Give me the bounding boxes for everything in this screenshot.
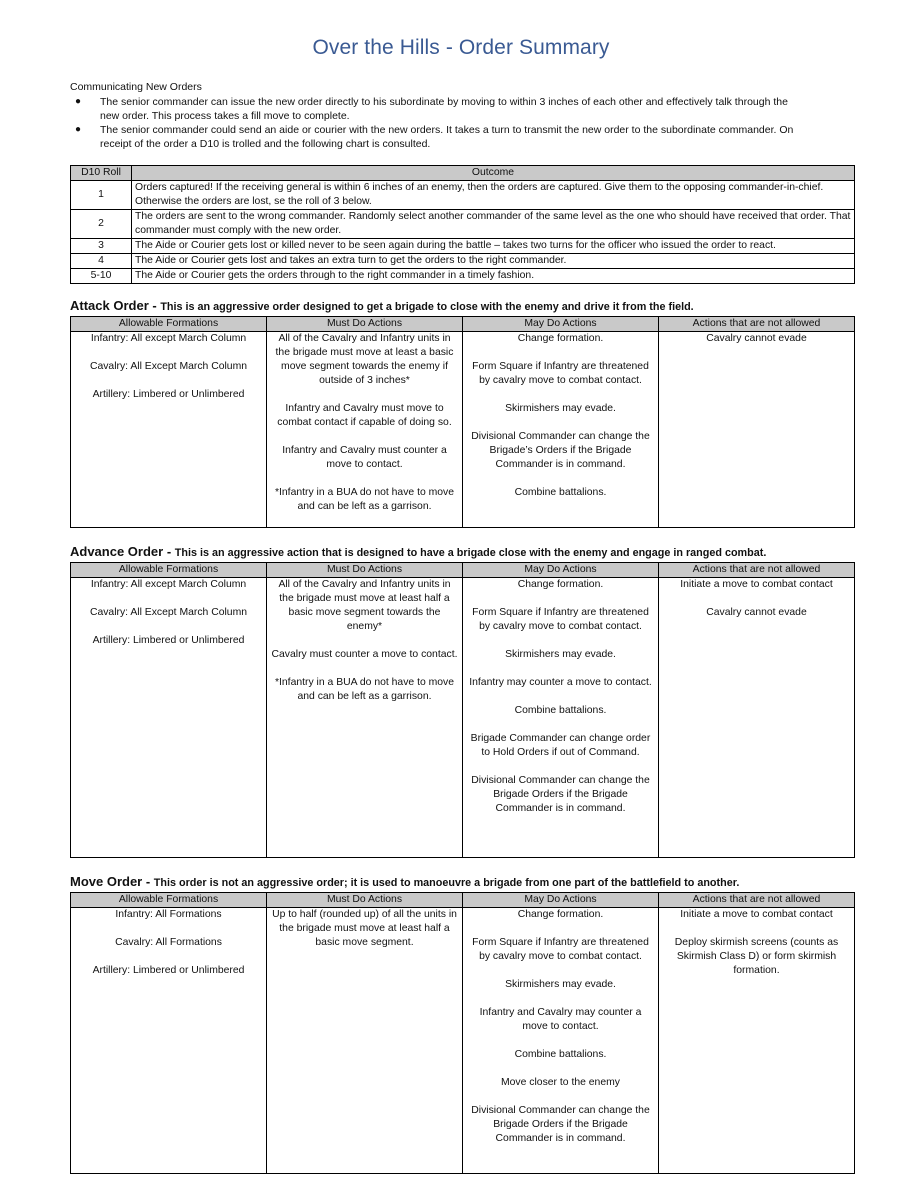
outcome-cell: The orders are sent to the wrong commander. Randomly select another commander of the same level as the one who should have received that order. That commander must comply with the new order. [132,210,855,239]
column-header: Allowable Formations [71,317,267,332]
roll-cell: 4 [71,254,132,269]
cell-item: Change formation. [517,579,604,590]
cell-item: Form Square if Infantry are threatened by cavalry move to combat contact. [472,607,649,632]
cell-item: *Infantry in a BUA do not have to move and can be left as a garrison. [274,487,455,512]
cell-item: Divisional Commander can change the Brigade Orders if the Brigade Commander is in command. [471,1105,650,1144]
cell-item: Cavalry cannot evade [706,607,807,618]
cell-item: Cavalry cannot evade [706,333,807,344]
communicating-orders-section [70,80,860,151]
cell-item: Skirmishers may evade. [505,403,616,414]
bullet-item: ● The senior commander can issue the new order directly to his subordinate by moving to within 3 inches of each other and effectively talk through the new order. This process takes a fill move to complete. [75,96,788,122]
column-header: Actions that are not allowed [659,893,855,908]
cell-item: Cavalry: All Except March Column [89,361,248,372]
column-header: May Do Actions [463,317,659,332]
attack-order-heading: Attack Order - This is an aggressive order designed to get a brigade to close with the enemy and drive it from the field. [70,298,694,313]
roll-cell: 3 [71,239,132,254]
page-title: Over the Hills - Order Summary [312,36,610,59]
section-heading: Communicating New Orders [70,81,202,93]
cell-item: Cavalry: All Except March Column [89,607,248,618]
bullet-item: ● The senior commander could send an aide or courier with the new orders. It takes a turn to transmit the new order to the subordinate commander. On receipt of the order a D10 is trolled and the following chart is consulted. [75,124,794,150]
outcome-cell: The Aide or Courier gets lost and takes an extra turn to get the orders to the right commander. [132,254,855,269]
cell-item: Infantry: All except March Column [90,333,247,344]
table-header-row [71,317,855,332]
formations-cell [71,332,267,528]
column-header: May Do Actions [463,563,659,578]
cell-item: Divisional Commander can change the Brigade’s Orders if the Brigade Commander is in command. [471,431,650,470]
cell-item: Initiate a move to combat contact [680,579,833,590]
cell-item: All of the Cavalry and Infantry units in the brigade must move at least half a basic move segment towards the enemy* [278,579,451,632]
roll-cell: 2 [71,210,132,239]
outcome-cell: The Aide or Courier gets the orders through to the right commander in a timely fashion. [132,269,855,284]
not-allowed-cell [659,908,855,1174]
cell-item: Infantry and Cavalry must counter a move to contact. [282,445,447,470]
cell-item: Cavalry: All Formations [115,937,222,948]
table-header-row [71,166,855,181]
table-header-row [71,893,855,908]
must-do-cell [267,908,463,1174]
may-do-cell [463,578,659,858]
cell-item: Combine battalions. [514,1049,607,1060]
outcome-cell: Orders captured! If the receiving general is within 6 inches of an enemy, then the orders are captured. Give them to the opposing commander-in-chief. Otherwise the orders are lost, se the roll of 3 below. [132,181,855,210]
bullet-icon: ● [75,124,82,135]
must-do-cell [267,578,463,858]
cell-item: Infantry: All except March Column [90,579,247,590]
bullet-list [70,95,860,151]
may-do-cell [463,908,659,1174]
cell-item: Form Square if Infantry are threatened by cavalry move to combat contact. [472,361,649,386]
table-row [71,332,855,528]
outcome-cell: The Aide or Courier gets lost or killed never to be seen again during the battle – takes two turns for the officer who issued the order to react. [132,239,855,254]
cell-item: Change formation. [517,333,604,344]
column-header: Must Do Actions [267,563,463,578]
table-row [71,210,855,239]
advance-order-table [70,562,855,858]
cell-item: Combine battalions. [514,705,607,716]
column-header: May Do Actions [463,893,659,908]
move-order-heading: Move Order - This order is not an aggressive order; it is used to manoeuvre a brigade from one part of the battlefield to another. [70,874,740,889]
cell-item: Divisional Commander can change the Brigade Orders if the Brigade Commander is in command. [471,775,650,814]
roll-cell: 1 [71,181,132,210]
cell-item: Artillery: Limbered or Unlimbered [92,635,245,646]
d10-roll-table [70,165,855,284]
cell-item: Brigade Commander can change order to Hold Orders if out of Command. [470,733,651,758]
formations-cell [71,908,267,1174]
must-do-cell [267,332,463,528]
table-row [71,578,855,858]
cell-item: Infantry may counter a move to contact. [469,677,652,688]
not-allowed-cell [659,578,855,858]
advance-order-heading: Advance Order - This is an aggressive action that is designed to have a brigade close with the enemy and engage in ranged combat. [70,544,767,559]
cell-item: Move closer to the enemy [501,1077,620,1088]
cell-item: All of the Cavalry and Infantry units in the brigade must move at least a basic move segment towards the enemy if outside of 3 inches* [275,333,454,386]
cell-item: Up to half (rounded up) of all the units in the brigade must move at least half a basic move segment. [272,909,457,948]
column-header: Allowable Formations [71,563,267,578]
table-header-row [71,563,855,578]
table-row [71,181,855,210]
cell-item: Form Square if Infantry are threatened by cavalry move to combat contact. [472,937,649,962]
column-header: Outcome [132,166,855,181]
cell-item: Infantry and Cavalry may counter a move to contact. [479,1007,642,1032]
cell-item: Infantry and Cavalry must move to combat contact if capable of doing so. [277,403,452,428]
cell-item: Deploy skirmish screens (counts as Skirmish Class D) or form skirmish formation. [674,937,839,976]
cell-item: Skirmishers may evade. [505,979,616,990]
cell-item: Combine battalions. [514,487,607,498]
cell-item: Initiate a move to combat contact [680,909,833,920]
formations-cell [71,578,267,858]
cell-item: *Infantry in a BUA do not have to move and can be left as a garrison. [274,677,455,702]
column-header: Actions that are not allowed [659,317,855,332]
cell-item: Cavalry must counter a move to contact. [271,649,458,660]
column-header: D10 Roll [71,166,132,181]
cell-item: Artillery: Limbered or Unlimbered [92,965,245,976]
cell-item: Infantry: All Formations [115,909,222,920]
attack-order-table [70,316,855,528]
table-row [71,254,855,269]
roll-cell: 5-10 [71,269,132,284]
move-order-table [70,892,855,1174]
cell-item: Change formation. [517,909,604,920]
column-header: Must Do Actions [267,317,463,332]
bullet-icon: ● [75,96,82,107]
not-allowed-cell [659,332,855,528]
column-header: Must Do Actions [267,893,463,908]
cell-item: Artillery: Limbered or Unlimbered [92,389,245,400]
table-row [71,239,855,254]
column-header: Actions that are not allowed [659,563,855,578]
column-header: Allowable Formations [71,893,267,908]
cell-item: Skirmishers may evade. [505,649,616,660]
table-row [71,269,855,284]
table-row [71,908,855,1174]
may-do-cell [463,332,659,528]
